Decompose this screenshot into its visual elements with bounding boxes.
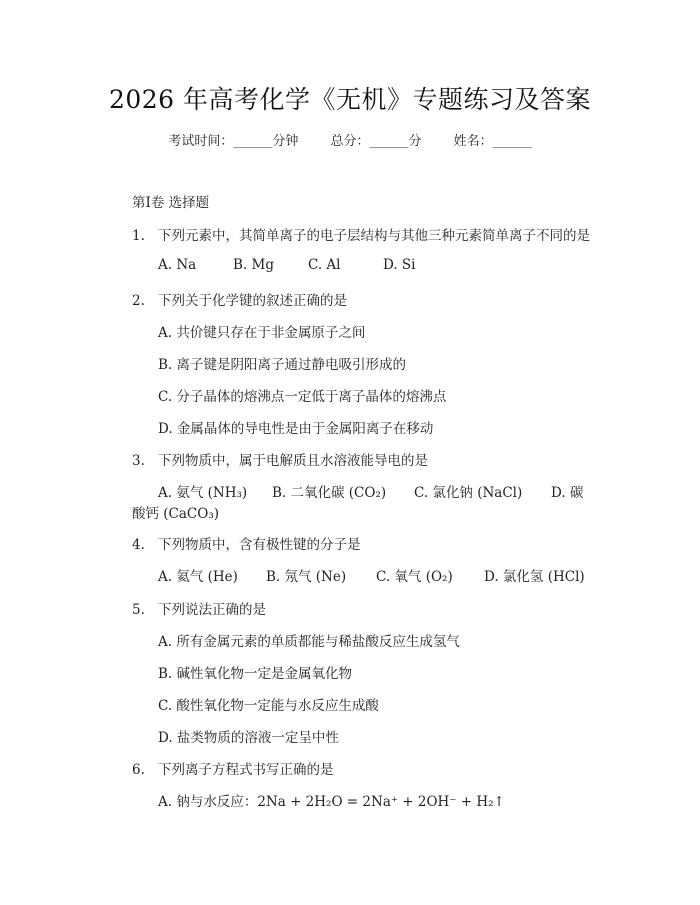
question-number: 2. bbox=[132, 293, 145, 309]
option-a: A. 氦气 (He) bbox=[158, 569, 238, 585]
option-b: B. 二氧化碳 (CO₂) bbox=[272, 485, 387, 501]
option-c: C. 酸性氧化物一定能与水反应生成酸 bbox=[158, 698, 379, 714]
option-a: A. 所有金属元素的单质都能与稀盐酸反应生成氢气 bbox=[158, 634, 460, 650]
option-a: A. 钠与水反应：2Na + 2H₂O = 2Na⁺ + 2OH⁻ + H₂↑ bbox=[158, 794, 505, 810]
option-d: D. 碳 bbox=[551, 485, 584, 501]
question-2 bbox=[132, 289, 347, 309]
question-3-options bbox=[158, 481, 583, 501]
option-b: B. 离子键是阴阳离子通过静电吸引形成的 bbox=[158, 357, 407, 373]
question-4-options bbox=[158, 565, 585, 585]
option-d: D. 氯化氢 (HCl) bbox=[484, 569, 585, 585]
option-d-continued: 酸钙 (CaCO₃) bbox=[132, 506, 220, 522]
question-number: 4. bbox=[132, 537, 145, 553]
question-stem: 下列离子方程式书写正确的是 bbox=[158, 762, 334, 778]
exam-time-field: 考试时间：______分钟 bbox=[168, 134, 299, 149]
question-stem: 下列关于化学键的叙述正确的是 bbox=[158, 293, 347, 309]
option-a: A. 氨气 (NH₃) bbox=[158, 485, 248, 501]
question-5 bbox=[132, 598, 266, 618]
question-number: 1. bbox=[132, 228, 145, 244]
option-d: D. 盐类物质的溶液一定呈中性 bbox=[158, 730, 339, 746]
option-c: C. Al bbox=[308, 257, 341, 273]
option-d: D. Si bbox=[383, 257, 416, 273]
option-c: C. 分子晶体的熔沸点一定低于离子晶体的熔沸点 bbox=[158, 389, 447, 405]
option-b: B. 碱性氧化物一定是金属氧化物 bbox=[158, 666, 353, 682]
option-b: B. 氖气 (Ne) bbox=[266, 569, 347, 585]
question-1-options bbox=[158, 257, 416, 273]
question-stem: 下列物质中，含有极性键的分子是 bbox=[158, 537, 361, 553]
option-d: D. 金属晶体的导电性是由于金属阳离子在移动 bbox=[158, 421, 434, 437]
question-3 bbox=[132, 449, 428, 469]
total-score-field: 总分：______分 bbox=[330, 134, 422, 149]
exam-meta bbox=[0, 130, 700, 149]
question-number: 6. bbox=[132, 762, 145, 778]
question-number: 5. bbox=[132, 602, 145, 618]
question-stem: 下列物质中，属于电解质且水溶液能导电的是 bbox=[158, 453, 428, 469]
option-a: A. 共价键只存在于非金属原子之间 bbox=[158, 325, 366, 341]
section-heading: 第Ⅰ卷 选择题 bbox=[132, 195, 210, 211]
student-name-field: 姓名：______ bbox=[453, 134, 532, 149]
question-4 bbox=[132, 533, 361, 553]
question-number: 3. bbox=[132, 453, 145, 469]
option-c: C. 氯化钠 (NaCl) bbox=[414, 485, 523, 501]
question-1 bbox=[132, 224, 590, 244]
option-c: C. 氧气 (O₂) bbox=[376, 569, 453, 585]
option-b: B. Mg bbox=[233, 257, 274, 273]
option-a: A. Na bbox=[158, 257, 197, 273]
question-stem: 下列元素中，其简单离子的电子层结构与其他三种元素简单离子不同的是 bbox=[158, 228, 590, 244]
question-6 bbox=[132, 758, 334, 778]
question-stem: 下列说法正确的是 bbox=[158, 602, 266, 618]
page-title: 2026 年高考化学《无机》专题练习及答案 bbox=[108, 85, 592, 114]
